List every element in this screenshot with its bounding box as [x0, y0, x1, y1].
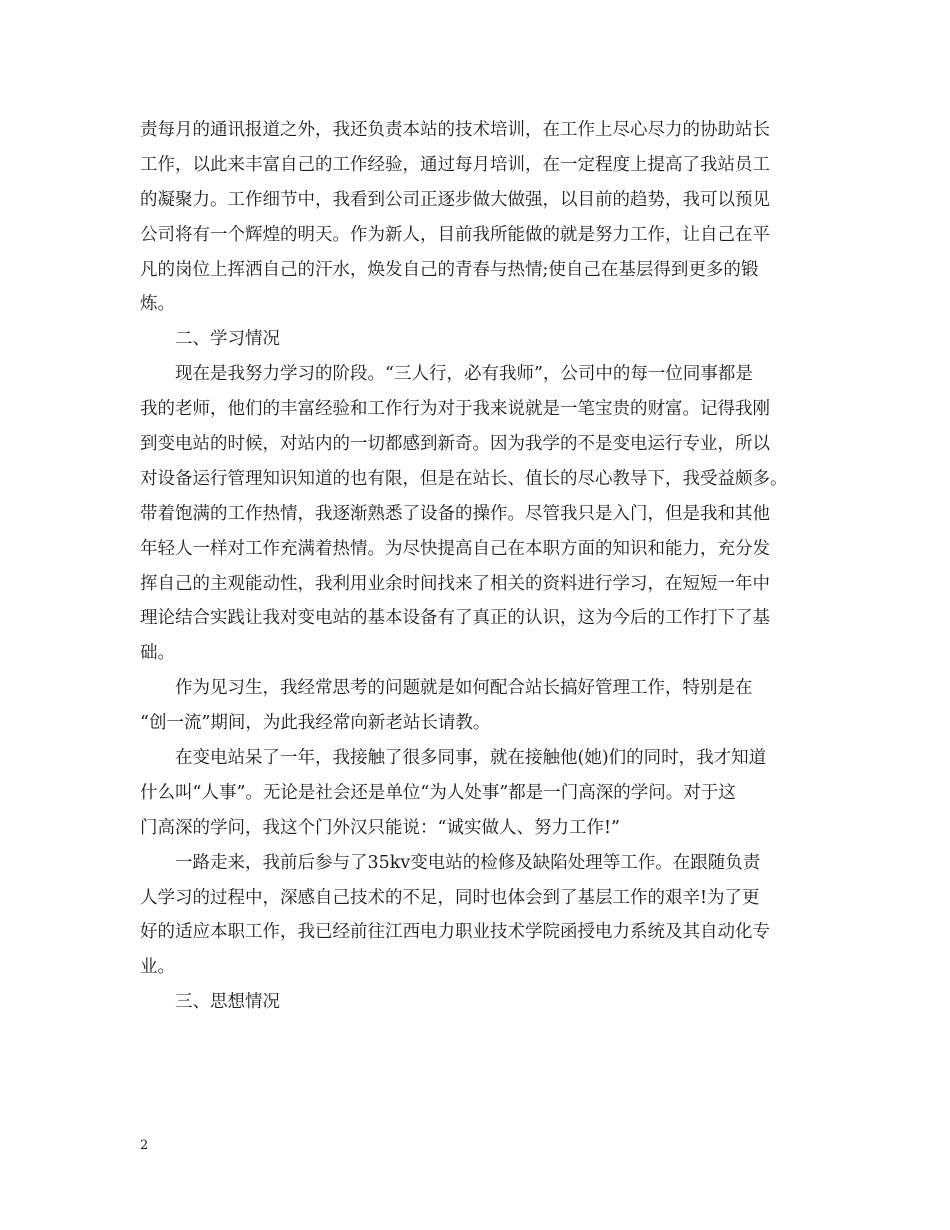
text-line: 对设备运行管理知识知道的也有限，但是在站长、值长的尽心教导下，我受益颇多。 [140, 468, 788, 489]
paragraph-start-line: 二、学习情况 [175, 329, 280, 350]
text-line: 业。 [140, 957, 175, 978]
text-line: 挥自己的主观能动性，我利用业余时间找来了相关的资料进行学习，在短短一年中 [140, 573, 770, 594]
text-line: 理论结合实践让我对变电站的基本设备有了真正的认识，这为今后的工作打下了基 [140, 608, 770, 629]
text-line: 工作，以此来丰富自己的工作经验，通过每月培训，在一定程度上提高了我站员工 [140, 154, 770, 175]
paragraph-start-line: 三、思想情况 [175, 992, 280, 1013]
paragraph-start-line: 在变电站呆了一年，我接触了很多同事，就在接触他(她)们的同时，我才知道 [175, 748, 767, 769]
text-line: 什么叫“人事”。无论是社会还是单位“为人处事”都是一门高深的学问。对于这 [140, 782, 736, 803]
text-line: 我的老师，他们的丰富经验和工作行为对于我来说就是一笔宝贵的财富。记得我刚 [140, 399, 770, 420]
text-line: 带着饱满的工作热情，我逐渐熟悉了设备的操作。尽管我只是入门，但是我和其他 [140, 503, 770, 524]
text-line: 炼。 [140, 294, 175, 315]
text-line: 好的适应本职工作，我已经前往江西电力职业技术学院函授电力系统及其自动化专 [140, 922, 770, 943]
paragraph-start-line: 一路走来，我前后参与了35kv变电站的检修及缺陷处理等工作。在跟随负责 [175, 852, 761, 873]
document-body [140, 113, 810, 1020]
text-line: 公司将有一个辉煌的明天。作为新人，目前我所能做的就是努力工作，让自己在平 [140, 224, 770, 245]
paragraph-start-line: 作为见习生，我经常思考的问题就是如何配合站长搞好管理工作，特别是在 [175, 678, 753, 699]
text-line: “创一流”期间，为此我经常向新老站长请教。 [140, 713, 491, 734]
paragraph-start-line: 现在是我努力学习的阶段。“三人行，必有我师”，公司中的每一位同事都是 [175, 364, 753, 385]
text-line: 的凝聚力。工作细节中，我看到公司正逐步做大做强，以目前的趋势，我可以预见 [140, 189, 770, 210]
text-line: 门高深的学问，我这个门外汉只能说：“诚实做人、努力工作!” [140, 817, 620, 838]
text-line: 到变电站的时候，对站内的一切都感到新奇。因为我学的不是变电运行专业，所以 [140, 434, 770, 455]
text-line: 础。 [140, 643, 175, 664]
page-number: 2 [140, 1138, 149, 1153]
text-line: 责每月的通讯报道之外，我还负责本站的技术培训，在工作上尽心尽力的协助站长 [140, 120, 770, 140]
text-line: 年轻人一样对工作充满着热情。为尽快提高自己在本职方面的知识和能力，充分发 [140, 538, 770, 559]
text-line: 人学习的过程中，深感自己技术的不足，同时也体会到了基层工作的艰辛!为了更 [140, 887, 760, 908]
text-line: 凡的岗位上挥洒自己的汗水，焕发自己的青春与热情;使自己在基层得到更多的锻 [140, 259, 759, 280]
